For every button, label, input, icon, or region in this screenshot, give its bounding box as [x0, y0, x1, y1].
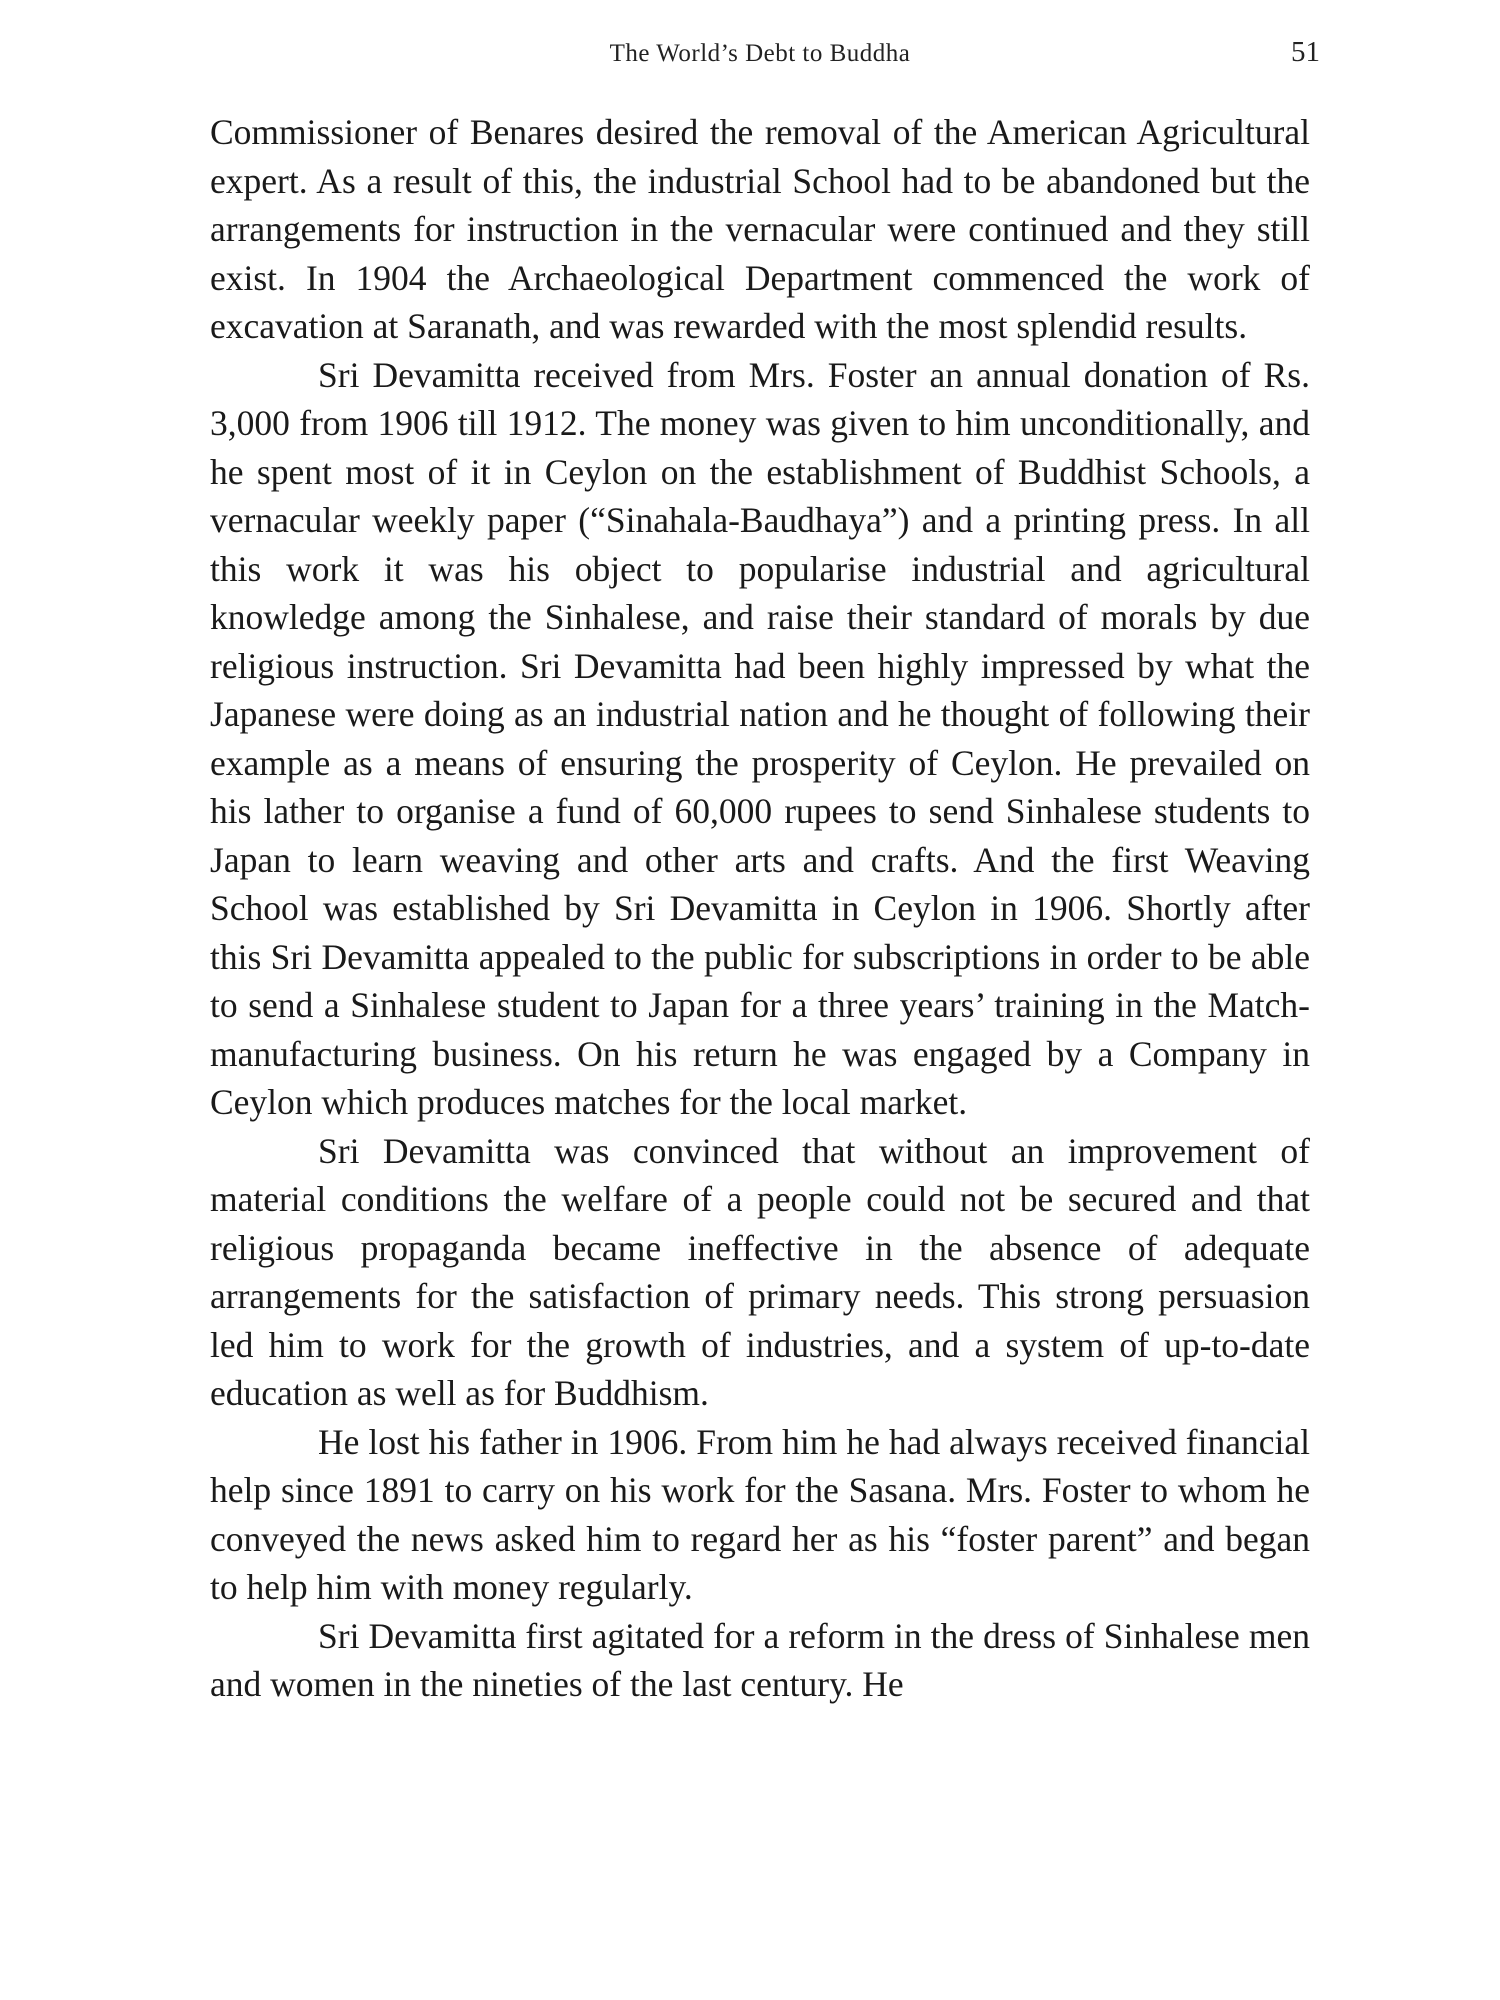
body-text	[210, 108, 1310, 1709]
running-title: The World’s Debt to Buddha	[609, 40, 911, 67]
paragraph: Sri Devamitta first agitated for a reform in the dress of Sinhalese men and women in the nineties of the last century. He	[210, 1615, 1310, 1704]
paragraph: He lost his father in 1906. From him he had always received financial help since 1891 to carry on his work for the Sasana. Mrs. Foster to whom he conveyed the news asked him to regard her as his “foster parent” and began to help him with money regularly.	[210, 1421, 1310, 1607]
running-head	[210, 36, 1320, 80]
paragraph: Sri Devamitta received from Mrs. Foster an annual donation of Rs. 3,000 from 1906 till 1912. The money was given to him unconditionally, and he spent most of it in Ceylon on the establishment of Buddhist Schools, a vernacular weekly paper (“Sinahala-Baudhaya”) and a printing press. In all this work it was his object to popularise industrial and agricultural knowledge among the Sinhalese, and raise their standard of morals by due religious instruction. Sri Devamitta had been highly impressed by what the Japanese were doing as an industrial nation and he thought of following their example as a means of ensuring the prosperity of Ceylon. He prevailed on his lather to organise a fund of 60,000 rupees to send Sinhalese students to Japan to learn weaving and other arts and crafts. And the first Weaving School was established by Sri Devamitta in Ceylon in 1906. Shortly after this Sri Devamitta appealed to the public for subscriptions in order to be able to send a Sinhalese student to Japan for a three years’ training in the Match-manufacturing business. On his return he was engaged by a Company in Ceylon which produces matches for the local market.	[210, 354, 1310, 1122]
page-number: 51	[1291, 36, 1320, 68]
paragraph-continued: Commissioner of Benares desired the removal of the American Agricultural expert. As a result of this, the industrial School had to be abandoned but the arrangements for instruction in the vernacular were continued and they still exist. In 1904 the Archaeological Department commenced the work of excavation at Saranath, and was rewarded with the most splendid results.	[210, 112, 1310, 346]
paragraph: Sri Devamitta was convinced that without an improvement of material conditions the welfare of a people could not be secured and that religious propaganda became ineffective in the absence of adequate arrangements for the satisfaction of primary needs. This strong persuasion led him to work for the growth of industries, and a system of up-to-date education as well as for Buddhism.	[210, 1130, 1310, 1413]
